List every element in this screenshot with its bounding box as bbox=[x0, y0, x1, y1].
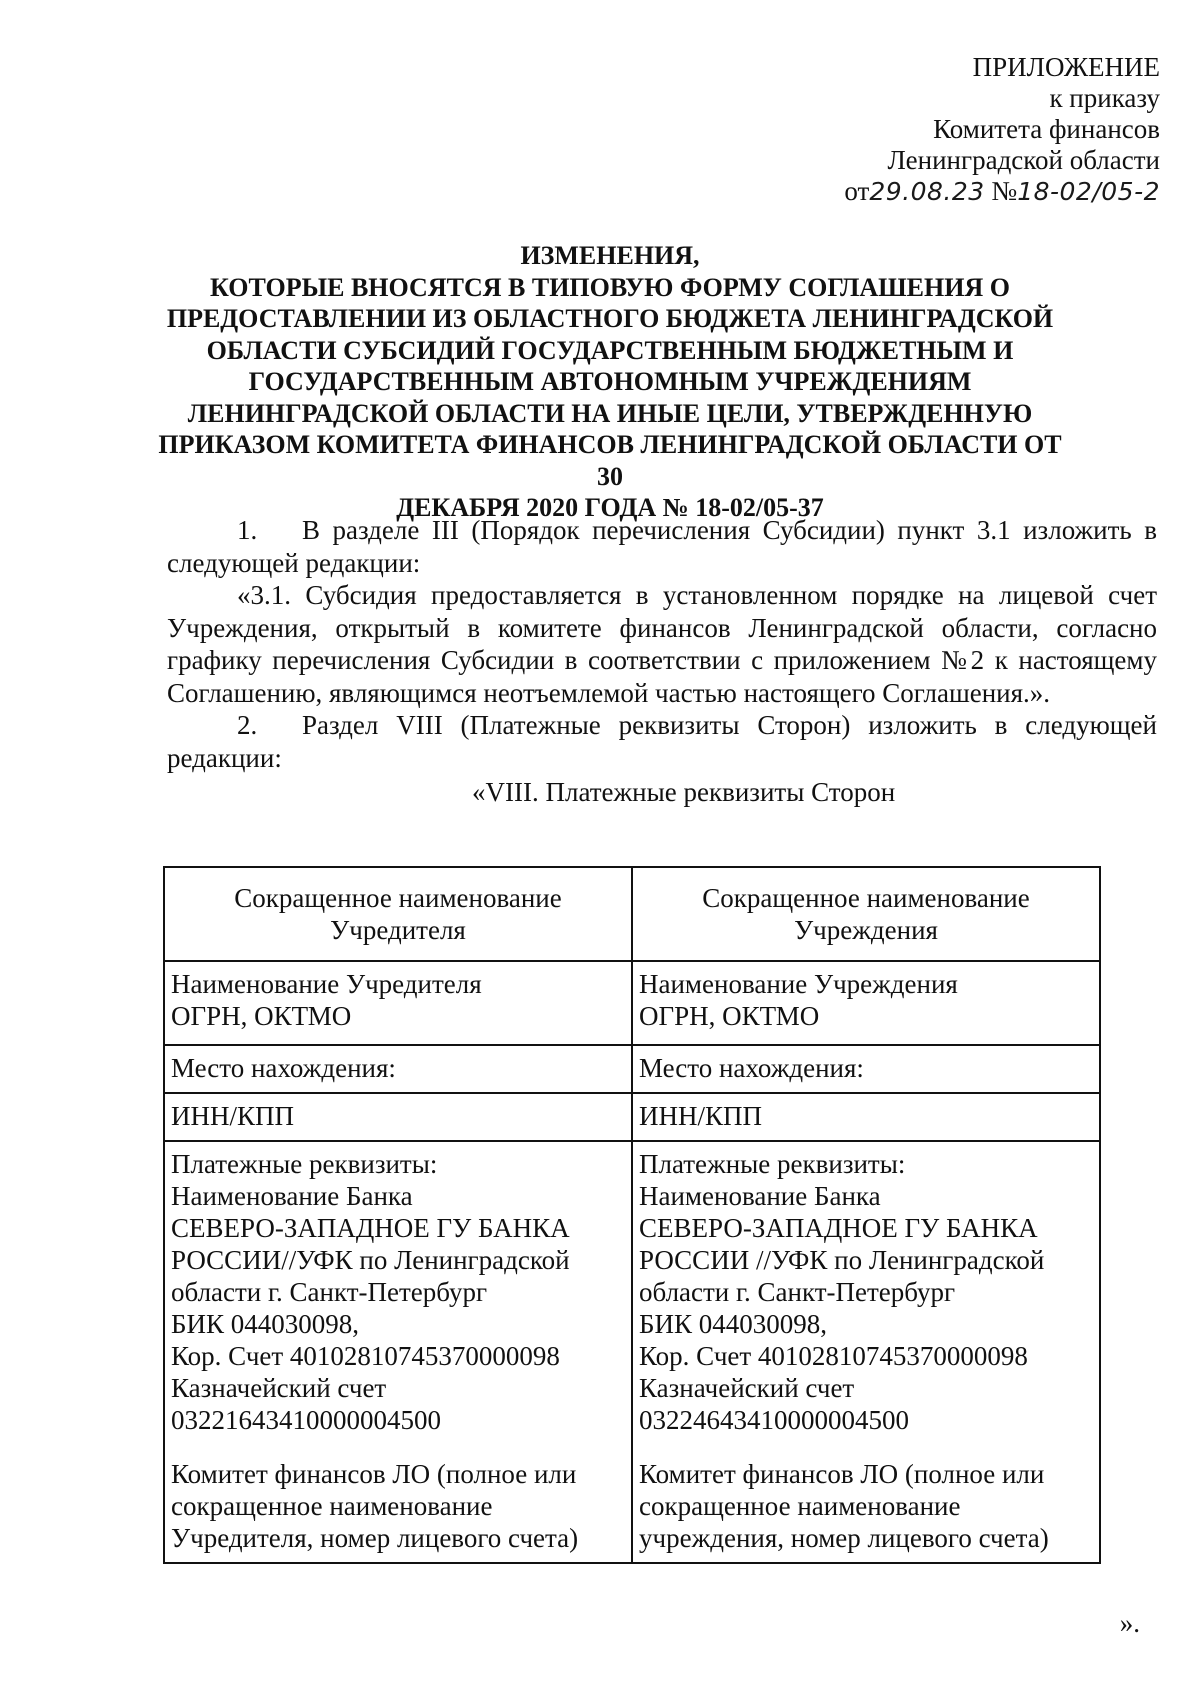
title-line: ИЗМЕНЕНИЯ, bbox=[520, 241, 700, 270]
attachment-header bbox=[740, 52, 1160, 207]
table-row bbox=[164, 867, 1100, 961]
attachment-label: ПРИЛОЖЕНИЕ bbox=[972, 52, 1160, 82]
item-1-quote: «3.1. Субсидия предоставляется в установленном порядке на лицевой счет Учреждения, открытый в комитете финансов Ленинградской области, согласно графику перечисления Субсидии в соответствии с приложением №2 к настоящему Соглашению, являющимся неотъемлемой частью настоящего Соглашения.». bbox=[167, 580, 1157, 708]
founder-name-cell: Наименование Учредителя ОГРН, ОКТМО bbox=[164, 961, 632, 1045]
handwritten-date: 29.08.23 bbox=[869, 177, 985, 206]
table-row bbox=[164, 1093, 1100, 1141]
title-line: ПРЕДОСТАВЛЕНИИ ИЗ ОБЛАСТНОГО БЮДЖЕТА ЛЕНИНГРАДСКОЙ bbox=[166, 304, 1054, 333]
item-1-text: В разделе III (Порядок перечисления Субсидии) пункт 3.1 изложить в следующей редакции: bbox=[167, 515, 1157, 578]
title-line: ПРИКАЗОМ КОМИТЕТА ФИНАНСОВ ЛЕНИНГРАДСКОЙ ОБЛАСТИ ОТ 30 bbox=[158, 430, 1062, 491]
title-line: ДЕКАБРЯ 2020 ГОДА № 18-02/05-37 bbox=[396, 493, 824, 522]
item-1-number: 1. bbox=[237, 515, 258, 545]
title-line: ОБЛАСТИ СУБСИДИЙ ГОСУДАРСТВЕННЫМ БЮДЖЕТНЫМ И bbox=[206, 335, 1014, 365]
founder-location-cell: Место нахождения: bbox=[164, 1045, 632, 1093]
title-line: ЛЕНИНГРАДСКОЙ ОБЛАСТИ НА ИНЫЕ ЦЕЛИ, УТВЕРЖДЕННУЮ bbox=[187, 398, 1033, 428]
item-2-text: Раздел VIII (Платежные реквизиты Сторон) изложить в следующей редакции: bbox=[167, 710, 1157, 773]
number-prefix: № bbox=[991, 176, 1018, 206]
handwritten-number: 18-02/05-2 bbox=[1017, 177, 1160, 206]
order-date-number bbox=[740, 176, 1160, 207]
institution-short-name-header: Сокращенное наименование Учреждения bbox=[632, 867, 1100, 961]
table-row bbox=[164, 1045, 1100, 1093]
title-line: КОТОРЫЕ ВНОСЯТСЯ В ТИПОВУЮ ФОРМУ СОГЛАШЕНИЯ О bbox=[210, 272, 1010, 302]
section-title: «VIII. Платежные реквизиты Сторон bbox=[472, 777, 896, 807]
institution-payment-cell: Платежные реквизиты: Наименование Банка СЕВЕРО-ЗАПАДНОЕ ГУ БАНКА РОССИИ //УФК по Ленинградской области г. Санкт-Петербург БИК 044030098, Кор. Счет 40102810745370000098 Казначейский счет 03224643410000004500 Комитет финансов ЛО (полное или сокращенное наименование учреждения, номер лицевого счета) bbox=[632, 1141, 1100, 1563]
committee-label: Комитета финансов bbox=[933, 114, 1160, 144]
table-row bbox=[164, 961, 1100, 1045]
institution-location-cell: Место нахождения: bbox=[632, 1045, 1100, 1093]
institution-inn-cell: ИНН/КПП bbox=[632, 1093, 1100, 1141]
table-row bbox=[164, 1141, 1100, 1563]
payment-requisites-table bbox=[163, 866, 1101, 1564]
institution-name-cell: Наименование Учреждения ОГРН, ОКТМО bbox=[632, 961, 1100, 1045]
founder-short-name-header: Сокращенное наименование Учредителя bbox=[164, 867, 632, 961]
date-prefix: от bbox=[844, 176, 870, 206]
founder-inn-cell: ИНН/КПП bbox=[164, 1093, 632, 1141]
to-order-label: к приказу bbox=[1049, 83, 1160, 113]
closing-quote: ». bbox=[1119, 1608, 1140, 1638]
founder-payment-cell: Платежные реквизиты: Наименование Банка СЕВЕРО-ЗАПАДНОЕ ГУ БАНКА РОССИИ//УФК по Ленинградской области г. Санкт-Петербург БИК 044030098, Кор. Счет 40102810745370000098 Казначейский счет 03221643410000004500 Комитет финансов ЛО (полное или сокращенное наименование Учредителя, номер лицевого счета) bbox=[164, 1141, 632, 1563]
item-1 bbox=[167, 514, 1157, 579]
document-body bbox=[167, 514, 1157, 809]
document-title bbox=[150, 240, 1070, 524]
region-label: Ленинградской области bbox=[887, 145, 1160, 175]
item-2-number: 2. bbox=[237, 710, 258, 740]
title-line: ГОСУДАРСТВЕННЫМ АВТОНОМНЫМ УЧРЕЖДЕНИЯМ bbox=[248, 367, 972, 396]
item-2 bbox=[167, 709, 1157, 774]
